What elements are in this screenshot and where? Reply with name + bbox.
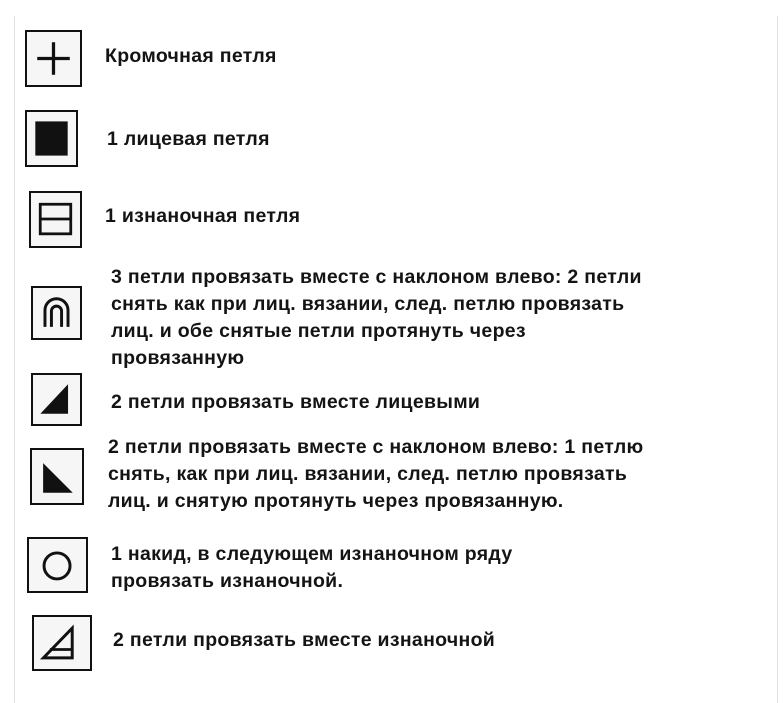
legend-item-text: 3 петли провязать вместе с наклоном влево: 2 петли <box>111 266 642 288</box>
circle-icon <box>27 537 88 593</box>
arch-icon <box>31 286 82 340</box>
legend-item-text: Кромочная петля <box>105 45 277 67</box>
legend-item-text: снять, как при лиц. вязании, след. петлю провязать <box>108 463 628 485</box>
right-triangle-icon <box>31 373 82 426</box>
legend-item-text: лиц. и обе снятые петли протянуть через <box>111 320 526 342</box>
filled-square-icon <box>25 110 78 167</box>
left-triangle-icon <box>30 448 84 505</box>
legend-item-text: снять как при лиц. вязании, след. петлю провязать <box>111 293 625 315</box>
legend-item-text: 1 изнаночная петля <box>105 205 301 227</box>
legend-item-text: 2 петли провязать вместе лицевыми <box>111 391 481 413</box>
legend-item-text: провязанную <box>111 347 245 369</box>
legend-item-text: 2 петли провязать вместе изнаночной <box>113 629 496 651</box>
legend-item-text: 1 накид, в следующем изнаночном ряду <box>111 543 513 565</box>
split-square-icon <box>29 191 82 248</box>
legend-item-text: 1 лицевая петля <box>107 128 270 150</box>
legend-item-text: лиц. и снятую протянуть через провязанную. <box>108 490 564 512</box>
outline-triangle-icon <box>32 615 92 671</box>
legend-item-text: 2 петли провязать вместе с наклоном влево: 1 петлю <box>108 436 644 458</box>
cross-icon <box>25 30 82 87</box>
legend-item-text: провязать изнаночной. <box>111 570 344 592</box>
